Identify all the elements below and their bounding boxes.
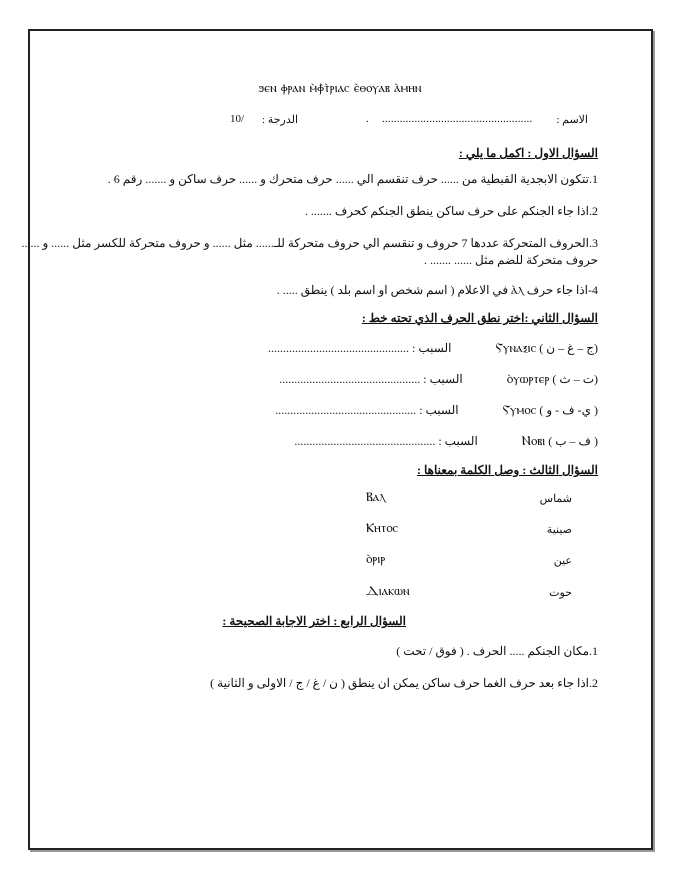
- section1-q3-line1: 3.الحروف المتحركة عددها 7 حروف و تنقسم الي حروف متحركة للـ...... مثل ...... و حروف متحركة للكسر مثل ...... و ......: [21, 236, 598, 250]
- coptic-word-4: Ⲛⲟⲃⲓ: [521, 434, 546, 449]
- section4-q2: 2.اذا جاء بعد حرف الغما حرف ساكن يمكن ان ينطق ( ن / غ / ج / الاولى و الثانية ): [210, 676, 598, 690]
- section1-q3-line2: حروف متحركة للضم مثل ...... ....... .: [424, 253, 598, 267]
- coptic-word-1: Ⲋⲩⲛⲁⲝⲓⲥ: [495, 341, 537, 356]
- q4-suffix: في الاعلام ( اسم شخص او اسم بلد ) ينطق ..... .: [276, 283, 509, 297]
- separator-dot: .: [366, 113, 369, 125]
- q4-coptic-letters: ⲁ̀ⲗ: [511, 283, 524, 298]
- match-arabic-3: عين: [553, 555, 572, 567]
- match-coptic-4: Ⲇⲓⲁⲕⲱⲛ: [366, 584, 410, 599]
- reason-label-3: السبب :: [419, 403, 459, 417]
- reason-field-3[interactable]: ...............................................: [275, 403, 417, 417]
- section2-heading: السؤال الثاني :اختر نطق الحرف الذي تحته خط :: [361, 311, 598, 325]
- section2-row-1: [268, 341, 598, 356]
- match-arabic-2: صينية: [546, 524, 572, 536]
- reason-label-1: السبب :: [412, 341, 452, 355]
- coptic-word-2: ⲟ̀ⲩⲱⲣⲧⲉⲣ: [506, 372, 550, 387]
- section1-q4: [277, 283, 598, 298]
- reason-label-4: السبب :: [438, 434, 478, 448]
- match-arabic-1: شماس: [539, 493, 572, 505]
- match-arabic-4: حوت: [549, 587, 572, 599]
- reason-field-1[interactable]: ...............................................: [268, 341, 410, 355]
- match-coptic-1: Ⲃⲁⲗ: [366, 490, 386, 505]
- section4-heading: السؤال الرابع : اختر الاجابة الصحيحة :: [222, 614, 406, 628]
- coptic-word-3: Ⲋⲩⲙⲟⲥ: [502, 403, 537, 418]
- reason-label-2: السبب :: [423, 372, 463, 386]
- grade-label: الدرجة :: [262, 114, 298, 126]
- page-title: ϧⲉⲛ ⲫⲣⲁⲛ ⲙ̀ⲫ̀ⲧ̀ⲣⲓⲁⲥ ⲉ̀ⲑⲟⲩⲁⲃ ⲁ̀ⲙⲏⲛ: [258, 81, 422, 96]
- name-label: الاسم :: [556, 114, 588, 126]
- name-field[interactable]: ...................................................: [382, 113, 533, 125]
- options-4: ( ف – ب ): [548, 434, 598, 448]
- options-1: (ج – غ – ن ): [539, 341, 598, 355]
- section1-q1: 1.تتكون الابجدية القبطية من ...... حرف تنقسم الي ...... حرف متحرك و ...... حرف ساكن و ....... رقم 6 .: [107, 172, 598, 186]
- q4-prefix: 4-اذا جاء حرف: [526, 283, 598, 297]
- reason-field-2[interactable]: ...............................................: [279, 372, 421, 386]
- section1-q2: 2.اذا جاء الجنكم على حرف ساكن ينطق الجنكم كحرف ....... .: [304, 204, 598, 218]
- section3-heading: السؤال الثالث : وصل الكلمة بمعناها :: [416, 463, 598, 477]
- options-3: ( ي- ف - و ): [539, 403, 598, 417]
- section2-row-3: [275, 403, 598, 418]
- match-coptic-3: ⲟ̀ⲣⲓⲣ: [366, 552, 386, 567]
- section2-row-4: [294, 434, 598, 449]
- section1-heading: السؤال الاول : اكمل ما يلي :: [458, 146, 598, 160]
- section4-q1: 1.مكان الجنكم ..... الحرف . ( فوق / تحت ): [396, 644, 598, 658]
- match-coptic-2: Ⲕⲏⲧⲟⲥ: [366, 521, 399, 536]
- section2-row-2: [279, 372, 598, 387]
- grade-value: 10/: [230, 113, 245, 125]
- options-2: (ت – ث ): [552, 372, 598, 386]
- reason-field-4[interactable]: ...............................................: [294, 434, 436, 448]
